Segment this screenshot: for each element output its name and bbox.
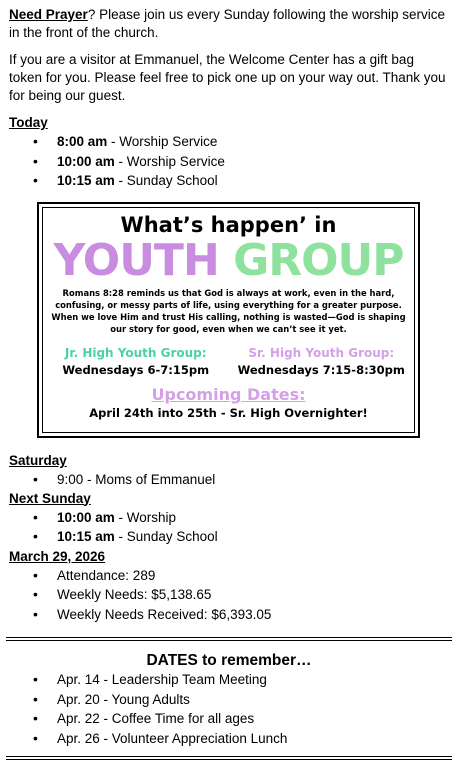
date-item: • Apr. 20 - Young Adults (33, 690, 449, 710)
saturday-item: • 9:00 - Moms of Emmanuel (33, 470, 449, 490)
dates-list (9, 670, 449, 748)
next-sunday-list (9, 508, 449, 547)
today-item-time: 10:15 am (57, 173, 115, 188)
dates-title: DATES to remember… (146, 652, 312, 669)
prayer-paragraph (9, 6, 449, 42)
saturday-list (9, 470, 449, 490)
next-sunday-item-time: 10:00 am (57, 509, 115, 525)
dates-section (9, 670, 449, 748)
flyer-title: What’s happen’ in (120, 213, 337, 237)
next-sunday-item-time: 10:15 am (57, 529, 115, 544)
jr-high-time: Wednesdays 6-7:15pm (62, 363, 210, 377)
today-heading: Today (9, 115, 48, 130)
today-list (9, 132, 449, 191)
today-item (33, 171, 449, 191)
youth-group-flyer (37, 202, 420, 438)
today-item-text: - Worship Service (114, 153, 225, 169)
section-divider-top (6, 637, 452, 641)
next-sunday-item-text: - Worship (114, 509, 177, 525)
march-list (9, 566, 449, 625)
flyer-big-title (43, 235, 414, 286)
flyer-big-word1: YOUTH (53, 235, 219, 286)
today-item-text: - Worship Service (107, 134, 218, 149)
bulletin-top (9, 6, 449, 191)
next-sunday-item (33, 508, 449, 528)
next-sunday-item-text: - Sunday School (114, 529, 218, 544)
flyer-inner-border (42, 207, 415, 433)
next-sunday-item (33, 527, 449, 547)
prayer-lead: Need Prayer (9, 7, 88, 22)
sr-high-group (232, 345, 410, 379)
overnighter-text: April 24th into 25th - Sr. High Overnighter! (89, 406, 368, 420)
date-item: • Apr. 26 - Volunteer Appreciation Lunch (33, 729, 449, 749)
flyer-groups (43, 345, 414, 379)
next-sunday-heading: Next Sunday (9, 490, 91, 506)
sr-high-time: Wednesdays 7:15-8:30pm (237, 363, 405, 377)
march-heading: March 29, 2026 (9, 548, 106, 564)
today-item-text: - Sunday School (114, 173, 218, 188)
section-divider-bottom (6, 756, 452, 760)
today-item (33, 152, 449, 172)
today-item (33, 132, 449, 152)
today-item-time: 10:00 am (57, 153, 115, 169)
today-item-time: 8:00 am (57, 134, 108, 149)
march-item: • Attendance: 289 (33, 566, 449, 586)
bulletin-lower (9, 452, 449, 624)
jr-high-label: Jr. High Youth Group: (64, 346, 207, 360)
prayer-text: ? Please join us every Sunday following the worship service in the front of the church. (9, 7, 446, 40)
jr-high-group (47, 345, 225, 379)
saturday-heading: Saturday (9, 453, 67, 468)
date-item: • Apr. 14 - Leadership Team Meeting (33, 670, 449, 690)
visitor-paragraph: If you are a visitor at Emmanuel, the Welcome Center has a gift bag token for you. Please feel free to pick one up on your way out. Thank you for being our guest. (9, 52, 446, 103)
flyer-big-word2: GROUP (233, 235, 404, 286)
flyer-verse: Romans 8:28 reminds us that God is always at work, even in the hard, confusing, or messy parts of life, using everything for a greater purpose. When we love Him and trust His calling, nothing is wasted—God is shaping our story for good, even when we can’t see it yet. (51, 288, 406, 334)
sr-high-label: Sr. High Youth Group: (248, 346, 395, 360)
march-item: • Weekly Needs: $5,138.65 (33, 585, 449, 605)
march-item: • Weekly Needs Received: $6,393.05 (33, 605, 449, 625)
date-item: • Apr. 22 - Coffee Time for all ages (33, 709, 449, 729)
upcoming-dates-label: Upcoming Dates: (151, 385, 306, 404)
